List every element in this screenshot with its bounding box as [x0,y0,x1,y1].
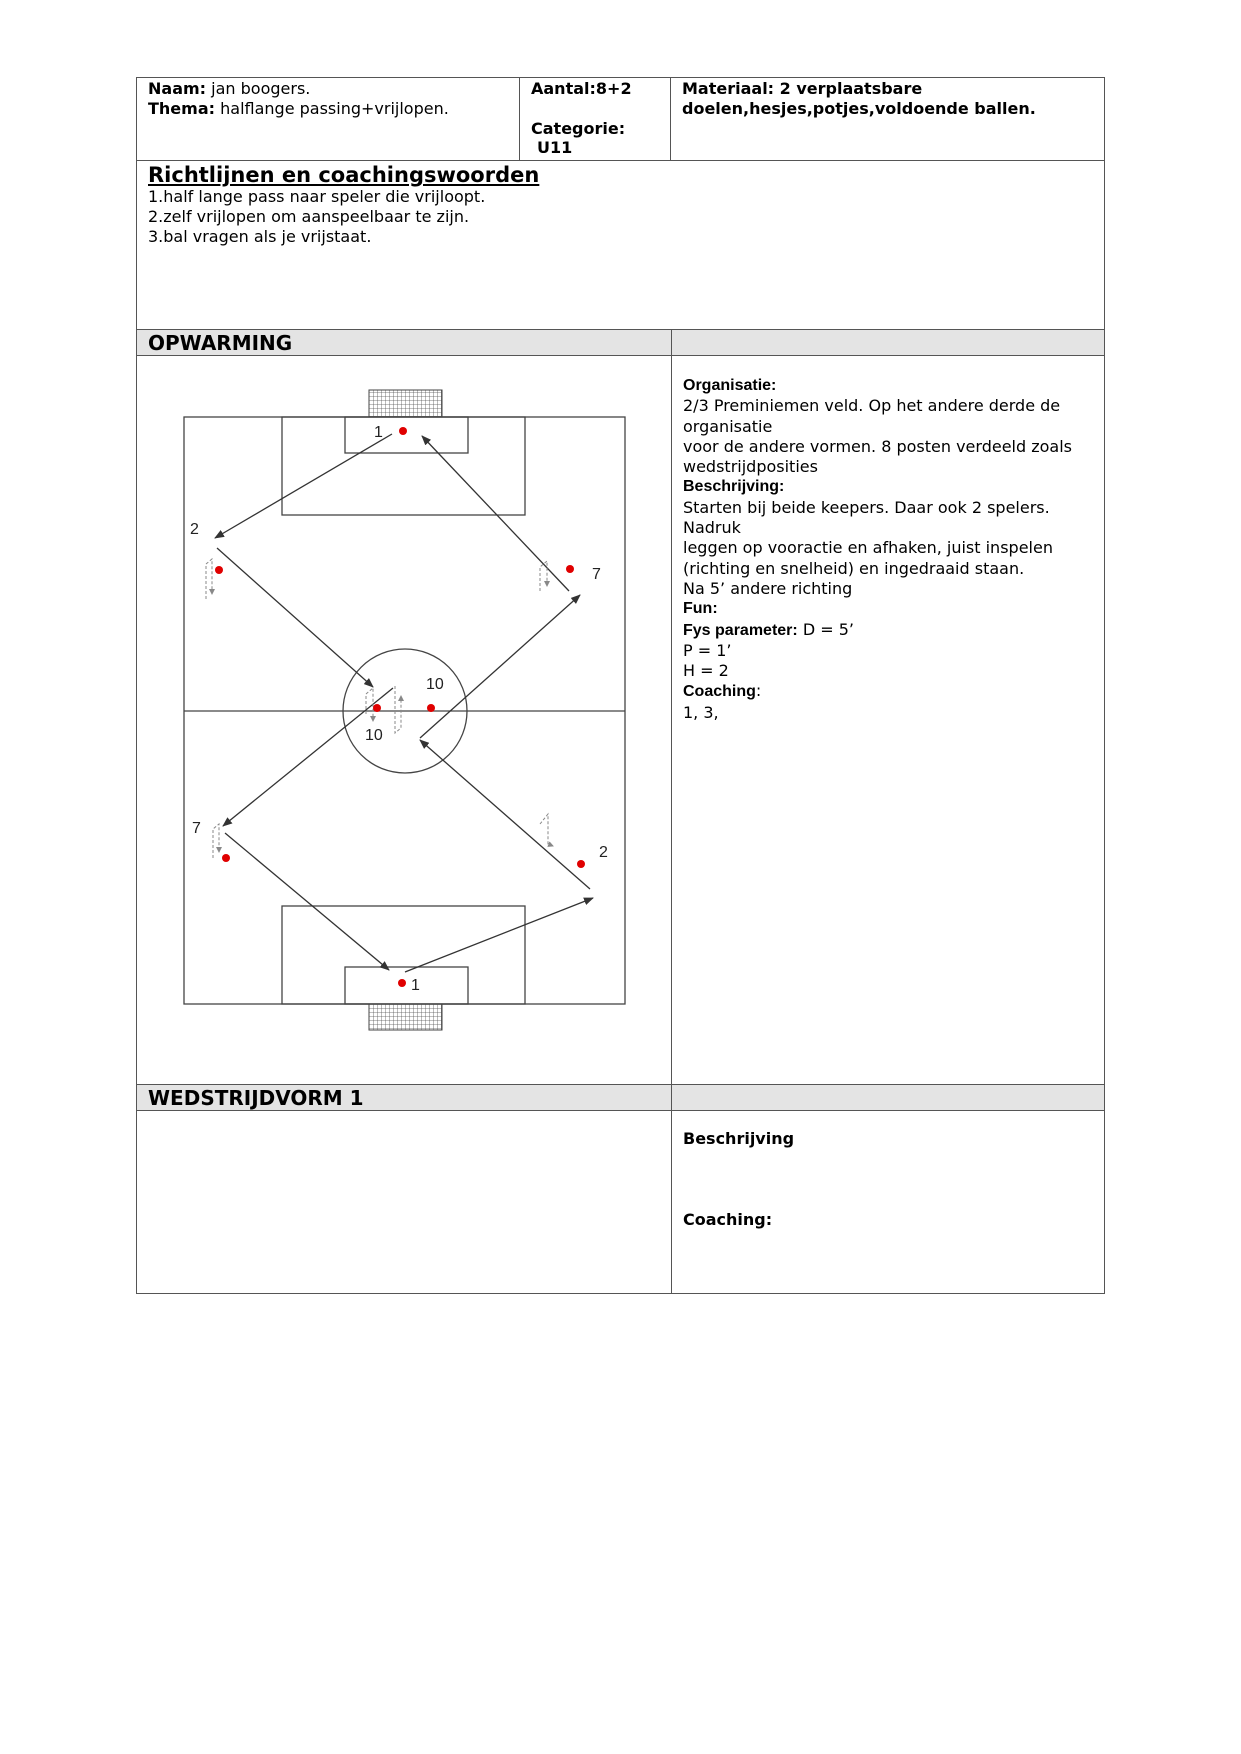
match-diagram-cell [136,1110,672,1294]
beschrijving-line: Starten bij beide keepers. Daar ook 2 spelers. [683,497,1050,517]
coaching-line [683,681,1072,702]
match-text-cell [671,1110,1105,1294]
player-number: 7 [592,566,601,583]
organisatie-line: organisatie [683,416,773,436]
fys-label: Fys parameter: [683,621,798,639]
beschrijving-label: Beschrijving: [683,478,785,496]
top-goal-net [369,390,442,417]
name-value: jan boogers. [211,79,311,98]
name-line [148,79,310,99]
guideline-item-2: 2.zelf vrijlopen om aanspeelbaar te zijn. [148,207,470,226]
h-line: H = 2 [683,661,729,681]
player-number: 2 [599,844,608,861]
player-number: 10 [426,676,444,693]
player-number: 7 [192,820,201,837]
fun-label: Fun: [683,600,718,618]
run-line [213,824,219,858]
player-numbers [190,424,608,994]
guideline-item-1: 1.half lange pass naar speler die vrijloopt. [148,187,486,206]
top-goal-area [345,417,468,453]
categorie-label: Categorie: [531,119,626,138]
materiaal-line-2: doelen,hesjes,potjes,voldoende ballen. [682,99,1036,118]
field-lines [184,417,625,1004]
guideline-item-3: 3.bal vragen als je vrijstaat. [148,227,372,246]
beschrijving-line: Na 5’ andere richting [683,578,853,598]
organisatie-line: voor de andere vormen. 8 posten verdeeld zoals [683,436,1072,456]
header-name-cell [136,77,520,161]
player-number: 10 [365,727,383,744]
materiaal-line-1: Materiaal: 2 verplaatsbare [682,79,923,98]
pass-arrow [420,740,590,889]
warmup-text-cell [671,355,1105,1085]
player-number: 1 [411,977,420,994]
pass-arrow [422,436,569,591]
player-dot [566,565,574,573]
pass-arrow [405,898,593,972]
guidelines-cell [136,160,1105,330]
guidelines-title: Richtlijnen en coachingswoorden [148,163,540,187]
run-line [540,561,547,591]
player-dot [215,566,223,574]
warmup-diagram-cell [136,355,672,1085]
thema-value: halflange passing+vrijlopen. [220,99,449,118]
player-dot [427,704,435,712]
pitch-diagram [137,356,671,1084]
match-coaching-label: Coaching: [683,1210,773,1229]
fys-value: D = 5’ [802,619,854,639]
aantal-text: Aantal:8+2 [531,79,632,98]
player-dot [373,704,381,712]
header-aantal-cell [519,77,671,161]
name-label: Naam: [148,79,207,98]
p-line: P = 1’ [683,640,732,660]
player-dot [398,979,406,987]
pass-arrow [225,833,389,970]
run-line [206,559,212,599]
warmup-title: OPWARMING [136,329,672,356]
player-dot [222,854,230,862]
bottom-penalty-area [282,906,525,1004]
player-dot [577,860,585,868]
coaching-label: Coaching [683,683,756,701]
organisatie-line: 2/3 Preminiemen veld. Op het andere derde de [683,396,1061,416]
organisatie-label: Organisatie: [683,377,777,394]
player-number: 2 [190,521,199,538]
bottom-goal-area [345,967,468,1004]
run-line [395,686,401,733]
players [215,427,585,987]
beschrijving-line: Nadruk [683,518,741,538]
beschrijving-line: leggen op vooractie en afhaken, juist inspelen [683,538,1053,558]
thema-label: Thema: [148,99,216,118]
header-materiaal-cell [670,77,1105,161]
categorie-value: U11 [537,138,573,157]
run-line [540,814,553,846]
bottom-goal-net [369,1004,442,1030]
beschrijving-line: (richting en snelheid) en ingedraaid staan. [683,558,1025,578]
coaching-value: 1, 3, [683,702,719,722]
match-beschrijving-label: Beschrijving [683,1129,795,1148]
pass-arrow [215,434,392,538]
warmup-description [683,376,1072,723]
pass-arrow [223,688,393,826]
thema-line [148,99,449,119]
fys-line [683,620,1072,641]
match-title-right [671,1084,1105,1111]
pass-arrow [217,548,373,687]
player-dot [399,427,407,435]
match-title: WEDSTRIJDVORM 1 [136,1084,672,1111]
warmup-title-right [671,329,1105,356]
player-number: 1 [374,424,383,441]
organisatie-line: wedstrijdposities [683,457,818,477]
pass-arrow [420,595,580,738]
coaching-colon: : [755,681,762,701]
